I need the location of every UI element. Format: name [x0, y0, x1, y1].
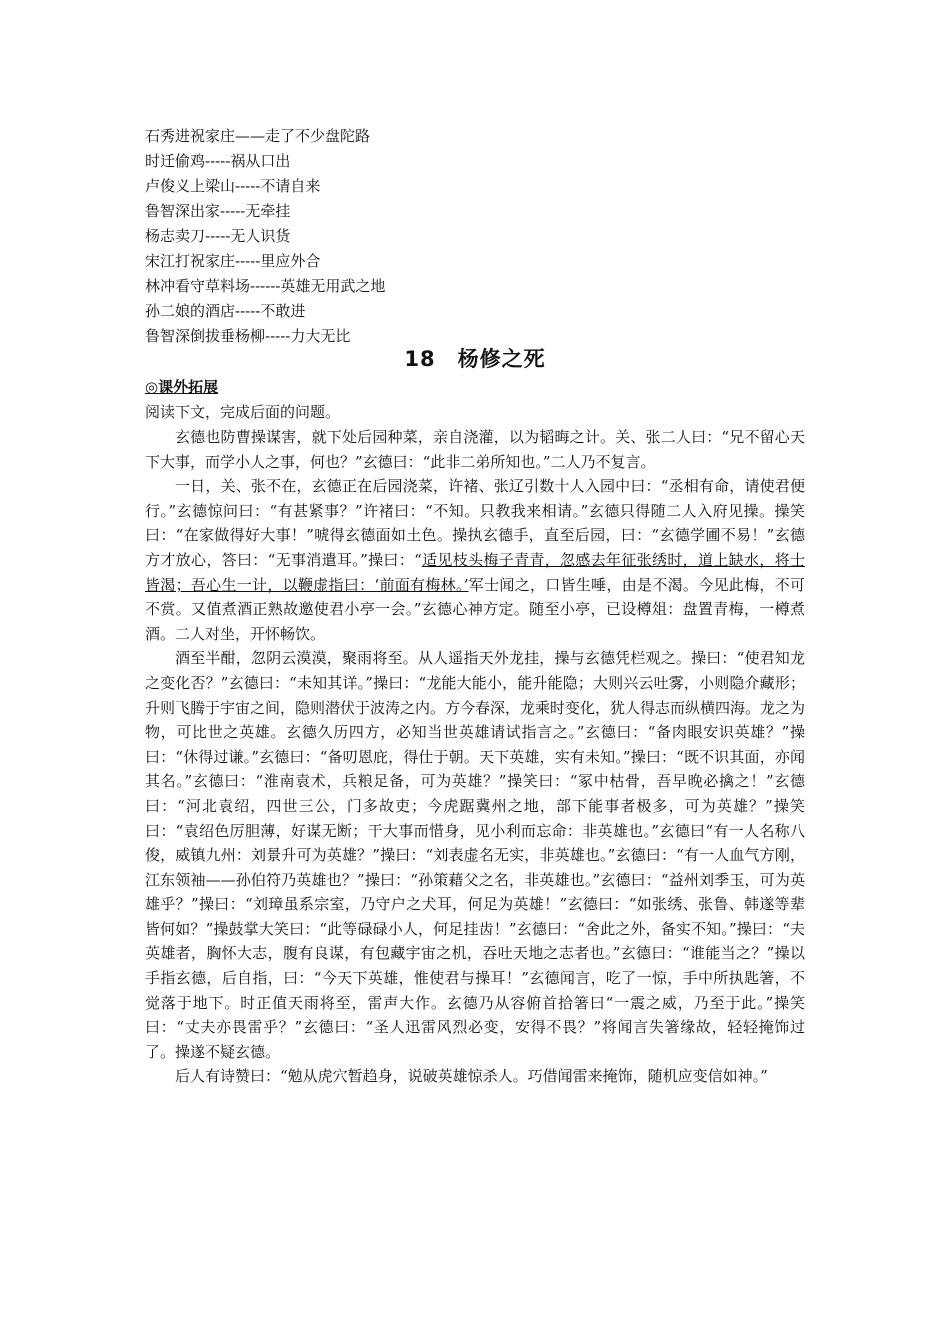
section-heading: ◎课外拓展 [145, 378, 219, 396]
instruction-text: 阅读下文，完成后面的问题。 [145, 403, 341, 421]
xiehouyu-line: 卢俊义上梁山-----不请自来 [145, 177, 321, 195]
passage-text: 一日，关、张不在，玄德正在后园浇菜，许褚、张辽引数十人入园中曰：“丞相有命，请使君便行。”玄德惊问曰：“有甚紧事？”许褚曰：“不知。只教我来相请。”玄德只得随二人入府见操。操笑曰：“在家做得好大事！”唬得玄德面如土色。操执玄德手，直至后园，曰：“玄德学圃不易！”玄德方才放心，答曰：“无事消遣耳。”操曰：“ [145, 477, 805, 569]
xiehouyu-line: 鲁智深出家-----无牵挂 [145, 202, 291, 220]
xiehouyu-list [145, 124, 765, 349]
passage-paragraph-3: 酒至半酣，忽阴云漠漠，聚雨将至。从人遥指天外龙挂，操与玄德凭栏观之。操曰：“使君知龙之变化否？”玄德曰：“未知其详。”操曰：“龙能大能小，能升能隐；大则兴云吐雾，小则隐介藏形；升则飞腾于宇宙之间，隐则潜伏于波涛之内。方今春深，龙乘时变化，犹人得志而纵横四海。龙之为物，可比世之英雄。玄德久历四方，必知当世英雄请试指言之。”玄德曰：“备肉眼安识英雄？”操曰：“休得过谦。”玄德曰：“备叨恩庇，得仕于朝。天下英雄，实有未知。”操曰：“既不识其面，亦闻其名。”玄德曰：“淮南袁术，兵粮足备，可为英雄？”操笑曰：“冢中枯骨，吾早晚必擒之！”玄德曰：“河北袁绍，四世三公，门多故吏；今虎踞冀州之地，部下能事者极多，可为英雄？”操笑曰：“袁绍色厉胆薄，好谋无断；干大事而惜身，见小利而忘命：非英雄也。”玄德曰“有一人名称八俊，威镇九州：刘景升可为英雄？”操曰：“刘表虚名无实，非英雄也。”玄德曰：“有一人血气方刚，江东领袖——孙伯符乃英雄也？”操曰：“孙策藉父之名，非英雄也。”玄德曰：“益州刘季玉，可为英雄乎？”操曰：“刘璋虽系宗室，乃守户之犬耳，何足为英雄！”玄德曰：“如张绣、张鲁、韩遂等辈皆何如？”操鼓掌大笑曰：“此等碌碌小人，何足挂齿！”玄德曰：“舍此之外，备实不知。”操曰：“夫英雄者，胸怀大志，腹有良谋，有包藏宇宙之机，吞吐天地之志者也。”玄德曰：“谁能当之？”操以手指玄德，后自指，曰：“今天下英雄，惟使君与操耳！”玄德闻言，吃了一惊，手中所执匙箸，不觉落于地下。时正值天雨将至，雷声大作。玄德乃从容俯首拾箸曰“一震之威，乃至于此。”操笑曰：“丈夫亦畏雷乎？”玄德曰：“圣人迅雷风烈必变，安得不畏？”将闻言失箸缘故，轻轻掩饰过了。操遂不疑玄德。 [145, 649, 806, 1061]
xiehouyu-line: 石秀进祝家庄——走了不少盘陀路 [145, 127, 371, 145]
xiehouyu-line: 宋江打祝家庄-----里应外合 [145, 252, 321, 270]
xiehouyu-line: 时迁偷鸡-----祸从口出 [145, 152, 291, 170]
passage-paragraph-2 [145, 474, 805, 646]
xiehouyu-line: 孙二娘的酒店-----不敢进 [145, 302, 306, 320]
passage [145, 425, 805, 1089]
xiehouyu-line: 杨志卖刀-----无人识货 [145, 227, 291, 245]
passage-paragraph-4: 后人有诗赞曰：“勉从虎穴暂趋身，说破英雄惊杀人。巧借闻雷来掩饰，随机应变信如神。” [175, 1067, 768, 1086]
xiehouyu-line: 林冲看守草料场------英雄无用武之地 [145, 277, 386, 295]
xiehouyu-line: 鲁智深倒拔垂杨柳-----力大无比 [145, 327, 351, 345]
lesson-title: 18 杨修之死 [404, 347, 546, 371]
passage-text: 军士闻之，口皆生唾，由是不渴。今见此梅，不可不赏。又值煮酒正熟故邀使君小亭一会。”玄德心神方定。随至小亭，已设樽俎：盘置青梅，一樽煮酒。二人对坐，开怀畅饮。 [145, 575, 805, 643]
underlined-passage: 适见枝头梅子青青，忽感去年征张绣时，道上缺水，将士皆渴；吾心生一计，以鞭虚指曰：‘前面有梅林。’ [145, 550, 805, 594]
passage-paragraph-1: 玄德也防曹操谋害，就下处后园种菜，亲自浇灌，以为韬晦之计。关、张二人曰：“兄不留心天下大事，而学小人之事，何也？”玄德曰：“此非二弟所知也。”二人乃不复言。 [145, 428, 805, 471]
